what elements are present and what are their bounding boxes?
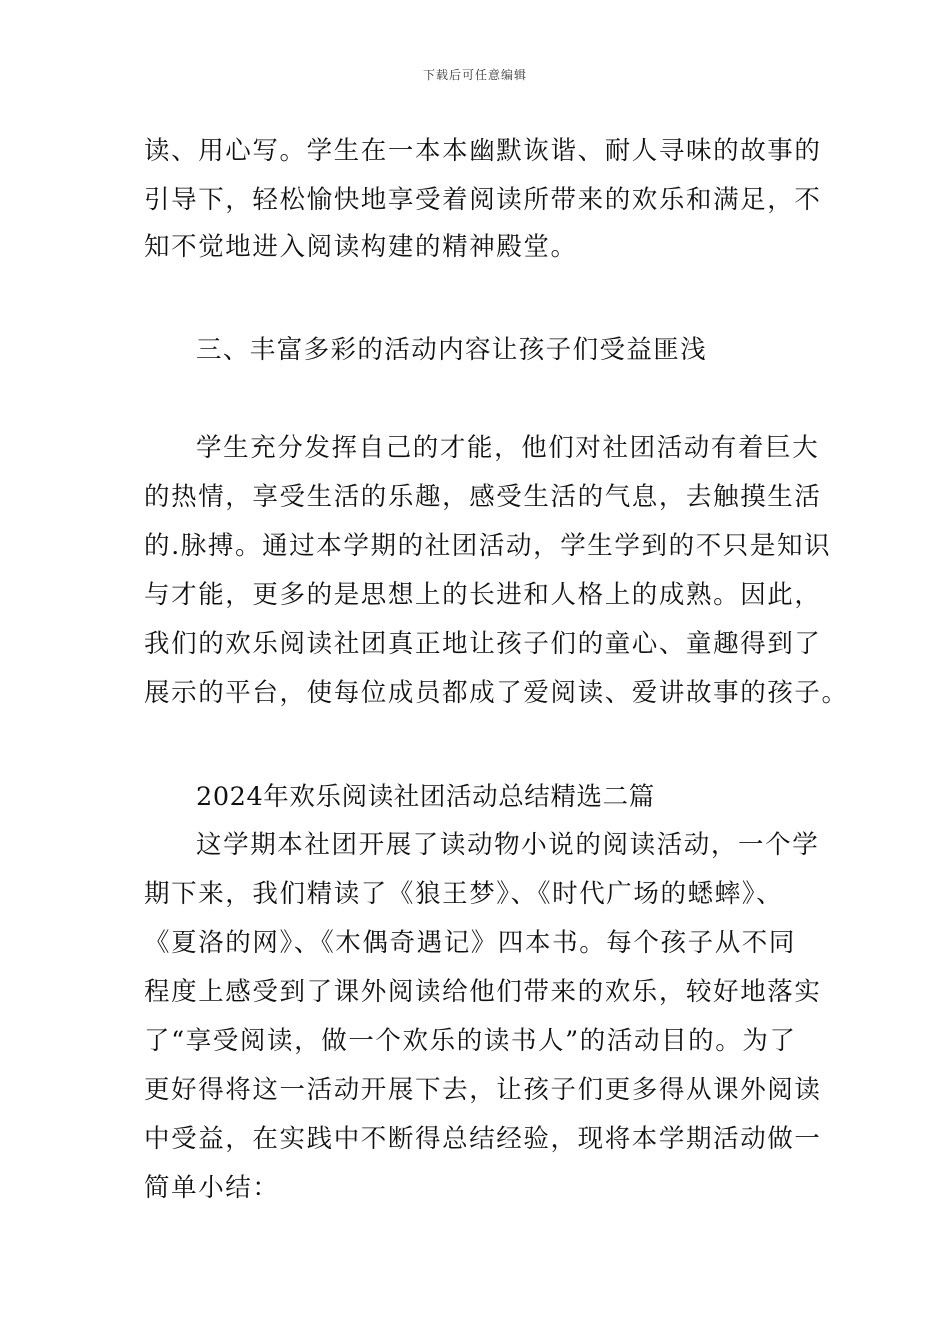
- paragraph-line: 我们的欢乐阅读社团真正地让孩子们的童心、童趣得到了: [144, 629, 822, 659]
- paragraph-line: 程度上感受到了课外阅读给他们带来的欢乐，较好地落实: [144, 977, 822, 1007]
- paragraph-line: 的热情，享受生活的乐趣，感受生活的气息，去触摸生活: [144, 482, 822, 512]
- paragraph-line: 简单小结：: [144, 1173, 280, 1203]
- section-heading: 三、丰富多彩的活动内容让孩子们受益匪浅: [196, 335, 708, 365]
- paragraph-line: 期下来，我们精读了《狼王梦》、《时代广场的蟋蟀》、: [144, 879, 784, 909]
- paragraph-line: 《夏洛的网》、《木偶奇遇记》四本书。每个孩子从不同: [144, 928, 797, 958]
- paragraph-line: 更好得将这一活动开展下去，让孩子们更多得从课外阅读: [144, 1075, 822, 1105]
- paragraph-line: 的.脉搏。通过本学期的社团活动，学生学到的不只是知识: [144, 531, 832, 561]
- paragraph-line: 知不觉地进入阅读构建的精神殿堂。: [144, 232, 578, 262]
- paragraph-line: 引导下，轻松愉快地享受着阅读所带来的欢乐和满足，不: [144, 185, 822, 215]
- paragraph-line: 了“享受阅读，做一个欢乐的读书人”的活动目的。为了: [144, 1026, 797, 1056]
- paragraph-line: 展示的平台，使每位成员都成了爱阅读、爱讲故事的孩子。: [144, 678, 849, 708]
- paragraph-line: 中受益，在实践中不断得总结经验，现将本学期活动做一: [144, 1124, 822, 1154]
- header-note: 下载后可任意编辑: [422, 68, 527, 82]
- article-title: 2024年欢乐阅读社团活动总结精选二篇: [196, 782, 655, 812]
- paragraph-line: 读、用心写。学生在一本本幽默诙谐、耐人寻味的故事的: [144, 136, 822, 166]
- paragraph-line: 学生充分发挥自己的才能，他们对社团活动有着巨大: [196, 433, 820, 463]
- paragraph-line: 这学期本社团开展了读动物小说的阅读活动，一个学: [196, 830, 820, 860]
- paragraph-line: 与才能，更多的是思想上的长进和人格上的成熟。因此，: [144, 580, 822, 610]
